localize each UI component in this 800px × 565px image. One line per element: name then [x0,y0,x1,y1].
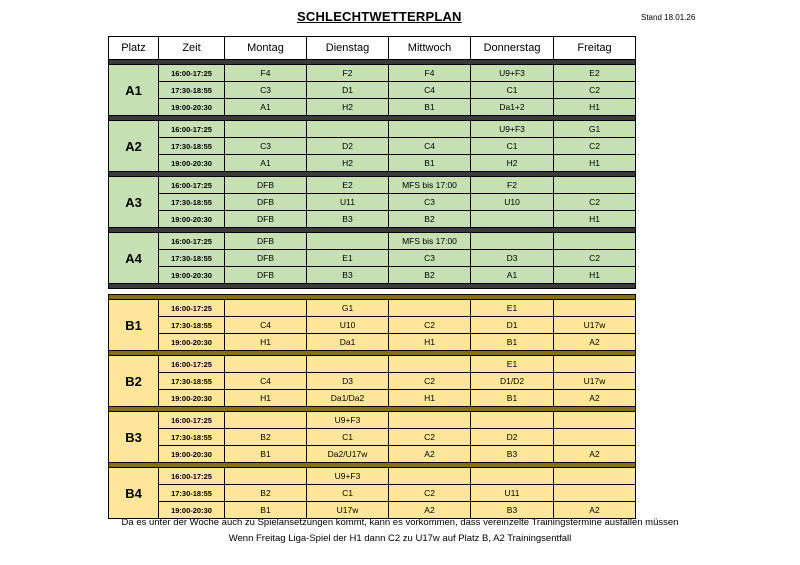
column-header: Platz [109,37,159,60]
schedule-cell: C1 [307,485,389,502]
schedule-cell: A1 [225,99,307,116]
table-row [109,155,636,172]
column-header: Zeit [159,37,225,60]
schedule-cell: Da1+2 [471,99,554,116]
schedule-cell: H2 [307,99,389,116]
footnote: Da es unter der Woche auch zu Spielansetzungen kommt, kann es vorkommen, dass vereinzelte Trainingstermine ausfallen müssen [121,517,679,528]
schedule-cell: H1 [389,390,471,407]
schedule-cell: U9+F3 [307,468,389,485]
schedule-cell: A2 [554,334,636,351]
schedule-cell: B3 [471,446,554,463]
table-row [109,485,636,502]
time-slot: 17:30-18:55 [159,194,225,211]
schedule-cell: DFB [225,267,307,284]
schedule-cell [471,233,554,250]
schedule-cell: B2 [225,485,307,502]
schedule-cell [471,412,554,429]
table-row [109,65,636,82]
schedule-cell: Da2/U17w [307,446,389,463]
schedule-cell: C4 [389,82,471,99]
column-header: Montag [225,37,307,60]
schedule-cell: B1 [225,502,307,519]
schedule-cell: F2 [307,65,389,82]
schedule-cell: E1 [471,300,554,317]
time-slot: 17:30-18:55 [159,485,225,502]
schedule-cell: Da1 [307,334,389,351]
table-row [109,211,636,228]
schedule-cell [554,300,636,317]
schedule-cell: DFB [225,194,307,211]
time-slot: 19:00-20:30 [159,334,225,351]
schedule-cell: H2 [307,155,389,172]
platz-label: A4 [109,233,159,284]
time-slot: 17:30-18:55 [159,82,225,99]
table-row [109,267,636,284]
time-slot: 19:00-20:30 [159,390,225,407]
schedule-cell: C3 [389,194,471,211]
table-row [109,317,636,334]
schedule-cell: B1 [471,390,554,407]
schedule-cell: F4 [225,65,307,82]
table-row [109,138,636,155]
time-slot: 16:00-17:25 [159,412,225,429]
schedule-cell: MFS bis 17:00 [389,177,471,194]
table-row [109,468,636,485]
schedule-cell: U9+F3 [471,65,554,82]
column-header: Mittwoch [389,37,471,60]
schedule-cell: DFB [225,250,307,267]
platz-label: A2 [109,121,159,172]
table-row [109,99,636,116]
platz-label: B1 [109,300,159,351]
schedule-cell: C4 [389,138,471,155]
time-slot: 16:00-17:25 [159,65,225,82]
schedule-cell: U17w [554,317,636,334]
schedule-cell [225,121,307,138]
schedule-cell: MFS bis 17:00 [389,233,471,250]
schedule-cell: H1 [389,334,471,351]
table-row [109,300,636,317]
time-slot: 19:00-20:30 [159,211,225,228]
schedule-cell [389,121,471,138]
schedule-cell: U10 [307,317,389,334]
schedule-cell: C1 [471,138,554,155]
schedule-cell: D1/D2 [471,373,554,390]
schedule-cell [554,485,636,502]
table-row [109,121,636,138]
schedule-cell: U9+F3 [471,121,554,138]
schedule-cell: D3 [471,250,554,267]
schedule-cell [554,356,636,373]
column-header: Freitag [554,37,636,60]
table-row [109,446,636,463]
schedule-cell: C2 [389,429,471,446]
schedule-cell: H1 [225,334,307,351]
schedule-cell: A2 [389,502,471,519]
schedule-cell: H2 [471,155,554,172]
schedule-cell: H1 [554,155,636,172]
schedule-cell: A2 [389,446,471,463]
schedule-cell [471,211,554,228]
schedule-cell: B3 [307,267,389,284]
time-slot: 17:30-18:55 [159,138,225,155]
schedule-cell: G1 [307,300,389,317]
table-row [109,502,636,519]
time-slot: 17:30-18:55 [159,317,225,334]
schedule-cell: U17w [554,373,636,390]
schedule-cell [471,468,554,485]
schedule-cell [389,412,471,429]
stand-date: Stand 18.01.26 [641,13,696,22]
time-slot: 19:00-20:30 [159,99,225,116]
schedule-cell: DFB [225,211,307,228]
table-row [109,177,636,194]
schedule-cell [554,412,636,429]
schedule-cell: C3 [389,250,471,267]
schedule-cell: C3 [225,82,307,99]
time-slot: 19:00-20:30 [159,502,225,519]
schedule-cell: E2 [307,177,389,194]
schedule-cell [554,429,636,446]
schedule-cell: C1 [471,82,554,99]
table-row [109,82,636,99]
schedule-cell [307,356,389,373]
time-slot: 16:00-17:25 [159,177,225,194]
time-slot: 17:30-18:55 [159,429,225,446]
schedule-cell: C1 [307,429,389,446]
schedule-cell [225,412,307,429]
schedule-cell: E2 [554,65,636,82]
table-row [109,194,636,211]
schedule-cell: A2 [554,446,636,463]
time-slot: 17:30-18:55 [159,373,225,390]
schedule-cell: U9+F3 [307,412,389,429]
schedule-cell: G1 [554,121,636,138]
time-slot: 16:00-17:25 [159,233,225,250]
schedule-cell [389,356,471,373]
schedule-cell: B1 [471,334,554,351]
time-slot: 16:00-17:25 [159,468,225,485]
schedule-cell: D2 [307,138,389,155]
time-slot: 19:00-20:30 [159,155,225,172]
schedule-cell: E1 [471,356,554,373]
schedule-cell: C2 [554,194,636,211]
schedule-cell: D2 [471,429,554,446]
schedule-cell: C4 [225,373,307,390]
platz-label: A1 [109,65,159,116]
schedule-cell: C2 [389,485,471,502]
schedule-cell: B1 [225,446,307,463]
schedule-cell: B2 [389,211,471,228]
schedule-cell [225,300,307,317]
column-header: Dienstag [307,37,389,60]
time-slot: 16:00-17:25 [159,356,225,373]
schedule-cell: H1 [554,211,636,228]
schedule-cell: D1 [471,317,554,334]
schedule-cell: B2 [225,429,307,446]
schedule-cell: C2 [554,250,636,267]
platz-label: B2 [109,356,159,407]
schedule-cell [225,468,307,485]
schedule-cell: A2 [554,390,636,407]
schedule-cell: C4 [225,317,307,334]
platz-label: B3 [109,412,159,463]
schedule-cell: B2 [389,267,471,284]
schedule-cell: B1 [389,155,471,172]
table-row [109,250,636,267]
schedule-cell: Da1/Da2 [307,390,389,407]
schedule-cell: D1 [307,82,389,99]
schedule-cell: C2 [554,82,636,99]
platz-label: B4 [109,468,159,519]
table-row [109,390,636,407]
schedule-cell [307,121,389,138]
time-slot: 19:00-20:30 [159,446,225,463]
schedule-cell: C2 [389,373,471,390]
schedule-cell: B3 [307,211,389,228]
schedule-cell [389,300,471,317]
schedule-cell [554,233,636,250]
schedule-cell: A1 [471,267,554,284]
footnote: Wenn Freitag Liga-Spiel der H1 dann C2 zu U17w auf Platz B, A2 Trainingsentfall [228,533,572,544]
schedule-cell: U11 [471,485,554,502]
header-row [109,37,636,60]
schedule-cell [389,468,471,485]
platz-label: A3 [109,177,159,228]
schedule-cell: A2 [554,502,636,519]
schedule-cell: B1 [389,99,471,116]
schedule-cell: F2 [471,177,554,194]
schedule-table [108,36,636,519]
schedule-cell: H1 [554,99,636,116]
schedule-cell: C2 [554,138,636,155]
column-header: Donnerstag [471,37,554,60]
schedule-cell [554,468,636,485]
schedule-cell: E1 [307,250,389,267]
schedule-cell [225,356,307,373]
table-row [109,412,636,429]
table-row [109,429,636,446]
schedule-cell: C3 [225,138,307,155]
page-title: SCHLECHTWETTERPLAN [297,9,462,24]
schedule-cell: H1 [225,390,307,407]
time-slot: 16:00-17:25 [159,121,225,138]
time-slot: 17:30-18:55 [159,250,225,267]
schedule-cell: A1 [225,155,307,172]
schedule-cell [554,177,636,194]
schedule-cell: B3 [471,502,554,519]
schedule-cell: C2 [389,317,471,334]
schedule-cell: D3 [307,373,389,390]
table-row [109,334,636,351]
schedule-cell: U10 [471,194,554,211]
table-row [109,233,636,250]
schedule-cell: F4 [389,65,471,82]
time-slot: 19:00-20:30 [159,267,225,284]
table-row [109,356,636,373]
schedule-cell: U17w [307,502,389,519]
schedule-cell: DFB [225,177,307,194]
table-row [109,373,636,390]
schedule-cell: H1 [554,267,636,284]
time-slot: 16:00-17:25 [159,300,225,317]
schedule-cell: DFB [225,233,307,250]
schedule-cell: U11 [307,194,389,211]
schedule-cell [307,233,389,250]
